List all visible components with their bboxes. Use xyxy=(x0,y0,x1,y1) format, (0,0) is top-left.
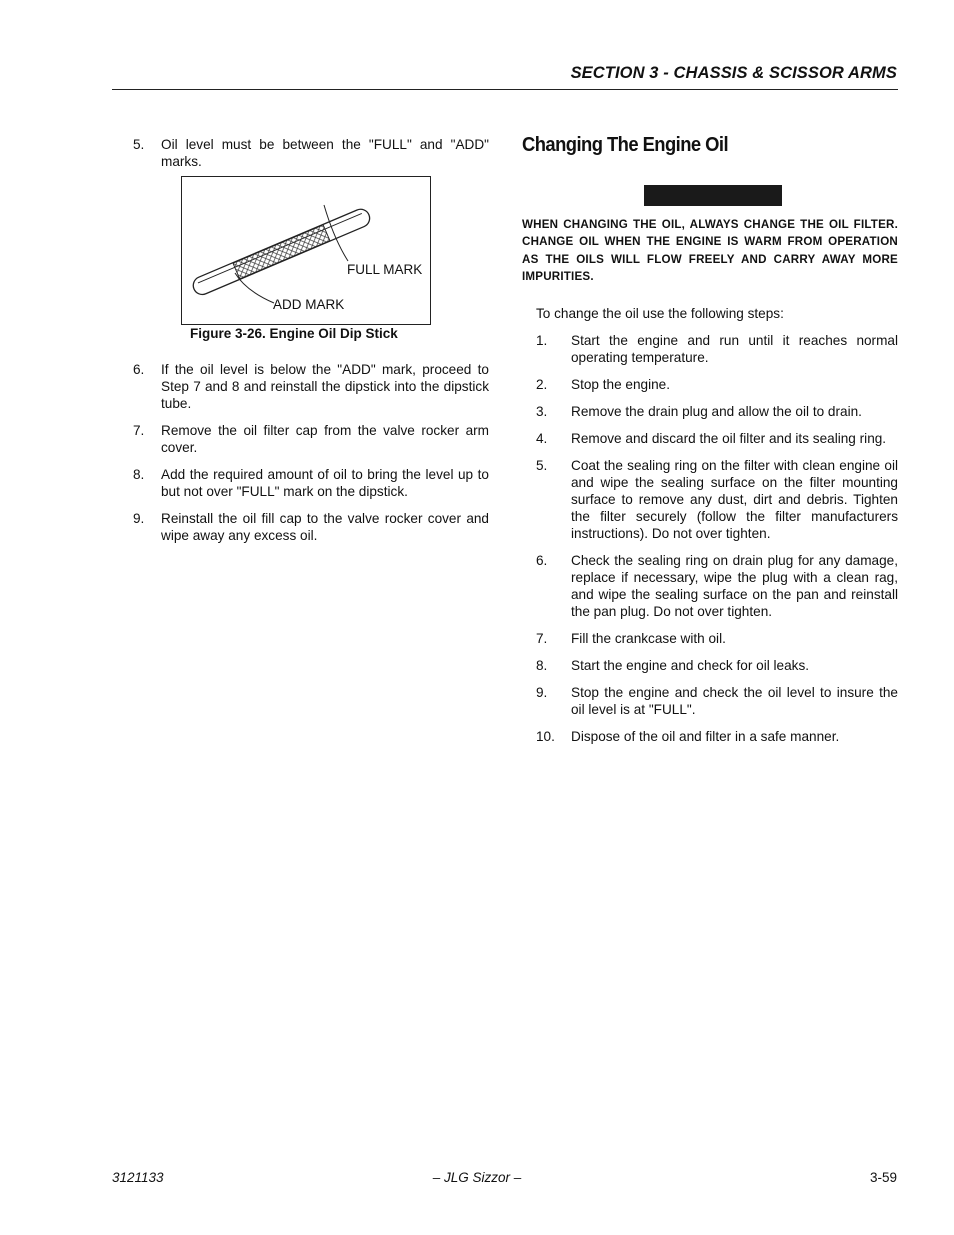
step-item xyxy=(536,376,898,393)
figure-caption: Figure 3-26. Engine Oil Dip Stick xyxy=(190,326,398,341)
step-number: 1. xyxy=(536,333,548,349)
step-text: Check the sealing ring on drain plug for any damage, replace if necessary, wipe the plug with a clean rag, and wipe the sealing surface on the pan and reinstall the pan plug. Do not over tighten. xyxy=(571,553,898,620)
step-number: 8. xyxy=(133,467,145,482)
step-text: Stop the engine. xyxy=(571,377,671,393)
step-text: Dispose of the oil and filter in a safe manner. xyxy=(571,729,840,745)
step-number: 6. xyxy=(133,362,145,377)
step-item xyxy=(536,457,898,542)
step-item xyxy=(536,332,898,366)
step-item xyxy=(536,403,898,420)
step-text: Remove the drain plug and allow the oil to drain. xyxy=(571,404,862,420)
step-text: Remove the oil filter cap from the valve rocker arm cover. xyxy=(161,423,489,455)
step-number: 7. xyxy=(536,631,548,647)
step-number: 7. xyxy=(133,423,145,438)
step-item xyxy=(133,422,489,456)
step-number: 6. xyxy=(536,553,548,569)
step-text: Oil level must be between the "FULL" and "ADD" marks. xyxy=(161,137,489,169)
step-item xyxy=(133,361,489,412)
step-text: Fill the crankcase with oil. xyxy=(571,631,726,647)
step-number: 9. xyxy=(133,511,145,526)
step-number: 9. xyxy=(536,685,548,701)
figure-dipstick xyxy=(181,176,431,325)
step-text: Coat the sealing ring on the filter with clean engine oil and wipe the sealing surface on the filter mounting surface to remove any dust, dirt and debris. Tighten the filter securely (follow the filter manufacturers instructions). Do not over tighten. xyxy=(571,458,898,542)
step-number: 5. xyxy=(133,137,145,152)
step-text: Stop the engine and check the oil level to insure the oil level is at "FULL". xyxy=(571,685,898,718)
add-mark-label: ADD MARK xyxy=(273,297,345,312)
footer-page-number: 3-59 xyxy=(869,1170,897,1185)
dipstick-hatched-zone xyxy=(233,225,330,279)
step-text: Remove and discard the oil filter and its sealing ring. xyxy=(571,431,887,447)
step-item xyxy=(536,552,898,620)
header-rule xyxy=(112,89,898,90)
full-mark-label: FULL MARK xyxy=(347,262,423,277)
notice-text: WHEN CHANGING THE OIL, ALWAYS CHANGE THE OIL FILTER. CHANGE OIL WHEN THE ENGINE IS WARM FROM OPERATION AS THE OILS WILL FLOW FREELY AND CARRY AWAY MORE IMPURITIES. xyxy=(522,218,898,283)
step-number: 4. xyxy=(536,431,548,447)
step-item xyxy=(133,510,489,544)
right-column xyxy=(522,130,898,755)
step-item xyxy=(536,430,898,447)
step-text: Start the engine and check for oil leaks. xyxy=(571,658,810,674)
step-text: If the oil level is below the "ADD" mark, proceed to Step 7 and 8 and reinstall the dipstick into the dipstick tube. xyxy=(161,362,489,411)
step-text: Reinstall the oil fill cap to the valve rocker cover and wipe away any excess oil. xyxy=(161,511,489,543)
step-item xyxy=(133,136,489,170)
step-item xyxy=(536,630,898,647)
step-item xyxy=(536,657,898,674)
step-item xyxy=(536,728,898,745)
step-number: 10. xyxy=(536,729,555,745)
step-number: 2. xyxy=(536,377,548,393)
footer-center-title: – JLG Sizzor – xyxy=(432,1170,522,1185)
step-text: Add the required amount of oil to bring the level up to but not over "FULL" mark on the dipstick. xyxy=(161,467,489,499)
step-text: Start the engine and run until it reaches normal operating temperature. xyxy=(571,333,898,366)
step-number: 5. xyxy=(536,458,548,474)
section-heading: Changing The Engine Oil xyxy=(522,134,729,156)
page-header-title: SECTION 3 - CHASSIS & SCISSOR ARMS xyxy=(570,64,897,82)
step-item xyxy=(536,684,898,718)
notice-bar xyxy=(644,185,782,206)
footer-doc-number: 3121133 xyxy=(112,1170,164,1185)
step-number: 3. xyxy=(536,404,548,420)
step-item xyxy=(133,466,489,500)
left-steps xyxy=(133,361,489,554)
right-steps xyxy=(536,332,898,745)
step-number: 8. xyxy=(536,658,548,674)
intro-text: To change the oil use the following steps: xyxy=(536,306,784,322)
left-column xyxy=(133,136,489,180)
